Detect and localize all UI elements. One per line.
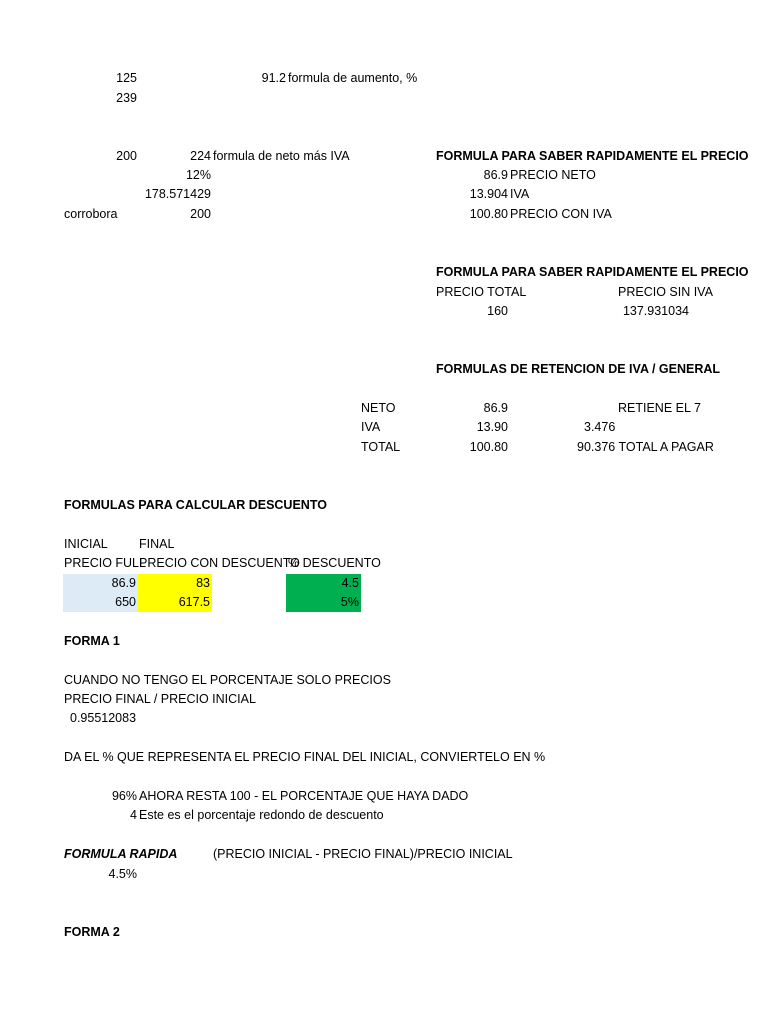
cell-precio-sin-iva-label[interactable]: PRECIO SIN IVA <box>618 285 713 299</box>
cell-neto-value[interactable]: 178.571429 <box>144 187 211 201</box>
cell-forma1-ratio[interactable]: 0.95512083 <box>70 711 137 725</box>
cell-aumento-a[interactable]: 125 <box>116 71 137 85</box>
heading-precio-sin-iva[interactable]: FORMULA PARA SABER RAPIDAMENTE EL PRECIO <box>436 265 749 279</box>
cell-retencion-iva-label[interactable]: IVA <box>361 420 381 434</box>
cell-forma1-round-text[interactable]: Este es el porcentaje redondo de descuento <box>139 808 384 822</box>
cell-neto-a[interactable]: 200 <box>116 149 137 163</box>
cell-neto-result[interactable]: 224 <box>190 149 211 163</box>
cell-retencion-iva-extra[interactable]: 3.476 <box>584 420 616 434</box>
cell-retencion-total-value[interactable]: 100.80 <box>469 440 508 454</box>
cell-forma1-round-value[interactable]: 4 <box>130 808 137 822</box>
cell-iva-label[interactable]: IVA <box>510 187 530 201</box>
cell-neto-label[interactable]: formula de neto más IVA <box>213 149 350 163</box>
cell-full-1[interactable]: 86.9 <box>63 574 138 593</box>
cell-forma1-pct-text[interactable]: AHORA RESTA 100 - EL PORCENTAJE QUE HAYA DADO <box>139 789 469 803</box>
cell-forma1-line3[interactable]: DA EL % QUE REPRESENTA EL PRECIO FINAL DEL INICIAL, CONVIERTELO EN % <box>64 750 546 764</box>
cell-corrobora-value[interactable]: 200 <box>190 207 211 221</box>
cell-col-pct-descuento[interactable]: % DESCUENTO <box>288 556 381 570</box>
cell-precio-total-value[interactable]: 160 <box>487 304 508 318</box>
cell-col-precio-full[interactable]: PRECIO FULL <box>64 556 146 570</box>
cell-full-2[interactable]: 650 <box>63 593 138 612</box>
cell-retencion-neto-value[interactable]: 86.9 <box>483 401 508 415</box>
cell-aumento-result[interactable]: 91.2 <box>261 71 286 85</box>
heading-retencion[interactable]: FORMULAS DE RETENCION DE IVA / GENERAL <box>436 362 721 376</box>
cell-aumento-label[interactable]: formula de aumento, % <box>288 71 418 85</box>
cell-retencion-neto-label[interactable]: NETO <box>361 401 396 415</box>
cell-iva-value[interactable]: 13.904 <box>469 187 508 201</box>
label-formula-rapida[interactable]: FORMULA RAPIDA <box>64 847 178 861</box>
cell-retencion-iva-value[interactable]: 13.90 <box>476 420 508 434</box>
cell-forma1-pct-value[interactable]: 96% <box>111 789 137 803</box>
cell-formula-rapida-result[interactable]: 4.5% <box>108 867 137 881</box>
heading-precio-iva[interactable]: FORMULA PARA SABER RAPIDAMENTE EL PRECIO <box>436 149 749 163</box>
cell-retencion-total-label[interactable]: TOTAL <box>361 440 401 454</box>
cell-retencion-neto-extra[interactable]: RETIENE EL 7 <box>618 401 701 415</box>
heading-forma-2[interactable]: FORMA 2 <box>64 925 120 939</box>
cell-aumento-b[interactable]: 239 <box>116 91 137 105</box>
cell-iva-rate[interactable]: 12% <box>185 168 211 182</box>
cell-precio-total-label[interactable]: PRECIO TOTAL <box>436 285 527 299</box>
cell-forma1-line2[interactable]: PRECIO FINAL / PRECIO INICIAL <box>64 692 256 706</box>
cell-forma1-line1[interactable]: CUANDO NO TENGO EL PORCENTAJE SOLO PRECIOS <box>64 673 391 687</box>
cell-precio-neto-value[interactable]: 86.9 <box>483 168 508 182</box>
cell-con-iva-label[interactable]: PRECIO CON IVA <box>510 207 612 221</box>
cell-pct-1[interactable]: 4.5 <box>286 574 361 593</box>
cell-col-precio-con-descuento[interactable]: PRECIO CON DESCUENTO <box>139 556 300 570</box>
cell-pct-2[interactable]: 5% <box>286 593 361 612</box>
cell-corrobora-label[interactable]: corrobora <box>64 207 118 221</box>
cell-precio-neto-label[interactable]: PRECIO NETO <box>510 168 596 182</box>
heading-forma-1[interactable]: FORMA 1 <box>64 634 120 648</box>
cell-retencion-total-extra[interactable]: 90.376 TOTAL A PAGAR <box>577 440 714 454</box>
cell-precio-sin-iva-value[interactable]: 137.931034 <box>622 304 689 318</box>
cell-con-descuento-2[interactable]: 617.5 <box>138 593 212 612</box>
cell-header-inicial[interactable]: INICIAL <box>64 537 108 551</box>
cell-con-descuento-1[interactable]: 83 <box>138 574 212 593</box>
cell-formula-rapida-expression[interactable]: (PRECIO INICIAL - PRECIO FINAL)/PRECIO INICIAL <box>213 847 513 861</box>
cell-header-final[interactable]: FINAL <box>139 537 175 551</box>
cell-con-iva-value[interactable]: 100.80 <box>469 207 508 221</box>
heading-descuento[interactable]: FORMULAS PARA CALCULAR DESCUENTO <box>64 498 327 512</box>
